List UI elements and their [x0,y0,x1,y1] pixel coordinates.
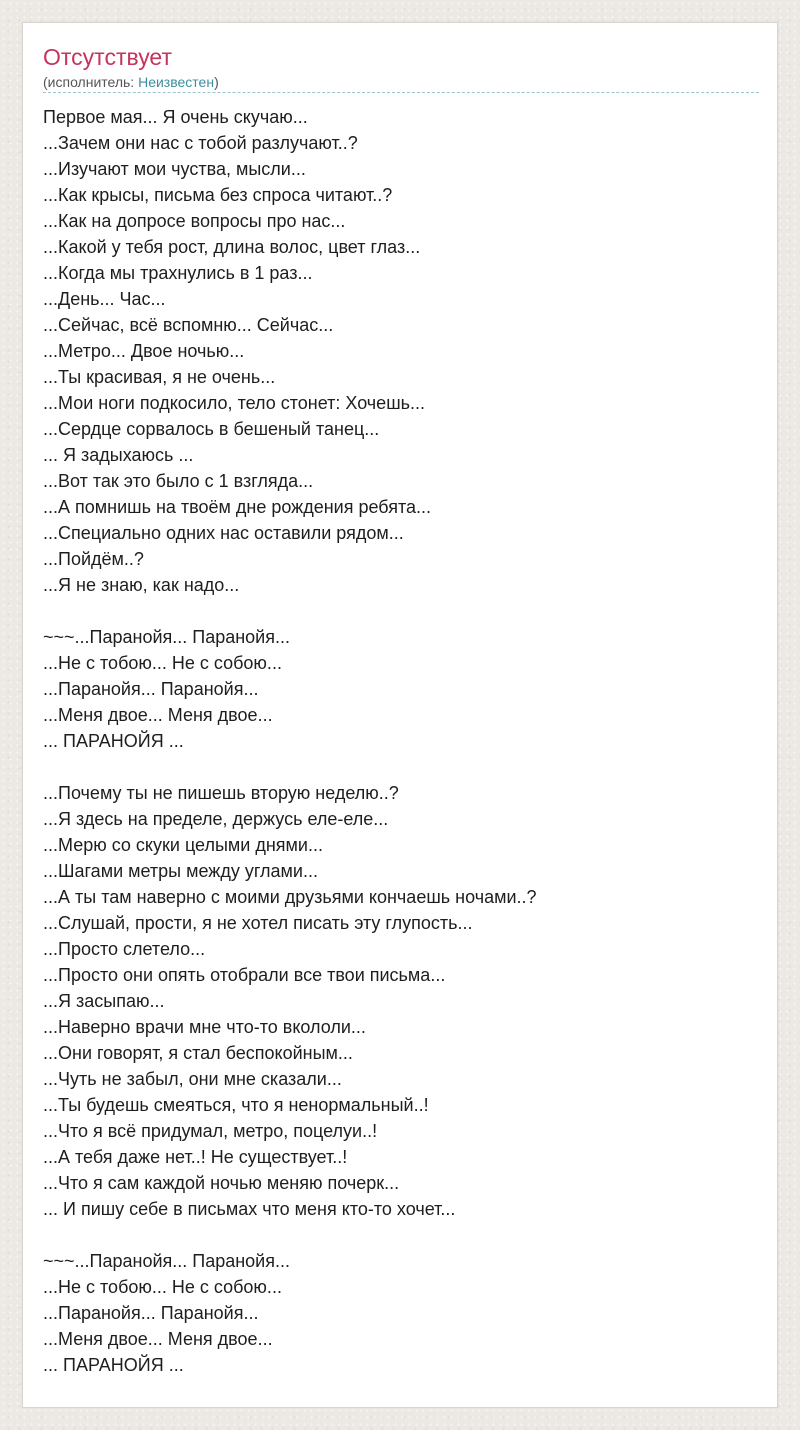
lyric-line: ~~~...Паранойя... Паранойя... [43,1251,290,1271]
lyric-line: ...Мои ноги подкосило, тело стонет: Хочешь... [43,393,426,413]
lyric-line: ~~~...Паранойя... Паранойя... [43,627,290,647]
lyrics-text [43,104,759,1378]
lyric-line: ...Когда мы трахнулись в 1 раз... [43,263,313,283]
lyric-line: ...Шагами метры между углами... [43,861,318,881]
lyric-line: ...Я здесь на пределе, держусь еле-еле... [43,809,389,829]
lyric-line: ...Ты будешь смеяться, что я ненормальный..! [43,1095,429,1115]
lyric-line: ...Паранойя... Паранойя... [43,679,259,699]
lyric-line: ...Просто они опять отобрали все твои письма... [43,965,446,985]
lyric-line: ...День... Час... [43,289,166,309]
lyric-line: ...Просто слетело... [43,939,206,959]
lyric-line: ...Сердце сорвалось в бешеный танец... [43,419,380,439]
lyric-line: ...Почему ты не пишешь вторую неделю..? [43,783,399,803]
lyric-line: ...Они говорят, я стал беспокойным... [43,1043,353,1063]
lyric-line: ...Не с тобою... Не с собою... [43,653,282,673]
song-title: Отсутствует [43,44,172,70]
lyric-line: ...Изучают мои чуства, мысли... [43,159,306,179]
lyric-line: ...Меня двое... Меня двое... [43,705,273,725]
artist-prefix: (исполнитель: [43,74,139,90]
lyric-line: ...Паранойя... Паранойя... [43,1303,259,1323]
lyric-line: ...Слушай, прости, я не хотел писать эту глупость... [43,913,473,933]
lyric-line: ...Специально одних нас оставили рядом... [43,523,404,543]
lyric-line: ... ПАРАНОЙЯ ... [43,731,184,751]
lyric-line: ...Не с тобою... Не с собою... [43,1277,282,1297]
lyric-line: ...Наверно врачи мне что-то вкололи... [43,1017,366,1037]
artist-link[interactable]: Неизвестен [138,74,215,90]
lyric-line: ...Вот так это было с 1 взгляда... [43,471,314,491]
lyric-line: ...А помнишь на твоём дне рождения ребята... [43,497,432,517]
lyric-line: ...Я засыпаю... [43,991,165,1011]
lyric-line: ...Метро... Двое ночью... [43,341,245,361]
lyric-line: ...Как крысы, письма без спроса читают..? [43,185,393,205]
lyric-line: ...Мерю со скуки целыми днями... [43,835,323,855]
artist-line [43,73,759,93]
lyric-line: ... ПАРАНОЙЯ ... [43,1355,184,1375]
lyric-line: ...Меня двое... Меня двое... [43,1329,273,1349]
lyric-line: ...Чуть не забыл, они мне сказали... [43,1069,342,1089]
lyric-line: ...Что я сам каждой ночью меняю почерк... [43,1173,400,1193]
lyric-line: ...Сейчас, всё вспомню... Сейчас... [43,315,334,335]
lyric-line: ... Я задыхаюсь ... [43,445,194,465]
lyric-line: Первое мая... Я очень скучаю... [43,107,308,127]
lyric-line: ...Что я всё придумал, метро, поцелуи..! [43,1121,378,1141]
lyric-line: ...Я не знаю, как надо... [43,575,240,595]
blank-line [43,1222,759,1248]
lyric-line: ...Зачем они нас с тобой разлучают..? [43,133,358,153]
lyrics-card [22,22,778,1408]
lyric-line: ...Пойдём..? [43,549,144,569]
lyric-line: ...А тебя даже нет..! Не существует..! [43,1147,348,1167]
lyric-line: ...Какой у тебя рост, длина волос, цвет глаз... [43,237,421,257]
lyric-line: ...Как на допросе вопросы про нас... [43,211,346,231]
lyric-line: ... И пишу себе в письмах что меня кто-то хочет... [43,1199,456,1219]
artist-suffix: ) [214,74,219,90]
lyric-line: ...А ты там наверно с моими друзьями кончаешь ночами..? [43,887,537,907]
blank-line [43,754,759,780]
lyric-line: ...Ты красивая, я не очень... [43,367,276,387]
blank-line [43,598,759,624]
